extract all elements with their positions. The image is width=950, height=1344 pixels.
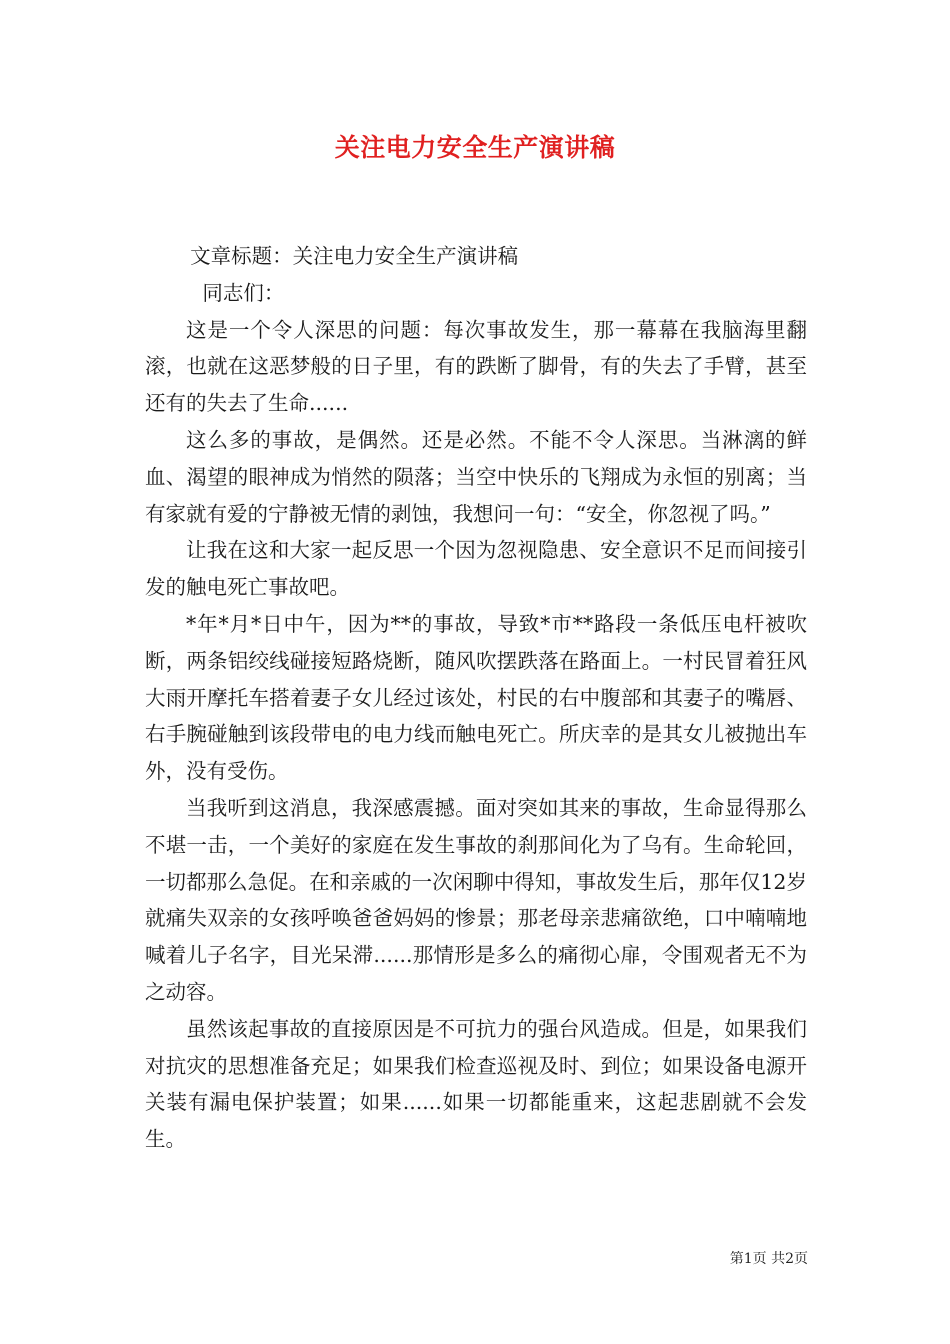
- article-title-line: 文章标题：关注电力安全生产演讲稿: [190, 244, 519, 268]
- paragraph-6: 虽然该起事故的直接原因是不可抗力的强台风造成。但是，如果我们对抗灾的思想准备充足；如果我们检查巡视及时、到位；如果设备电源开关装有漏电保护装置；如果......如果一切都能重来，这起悲剧就不会发生。: [145, 1016, 807, 1152]
- salutation: 同志们：: [202, 280, 285, 305]
- paragraph-1: 这是一个令人深思的问题：每次事故发生，那一幕幕在我脑海里翻滚，也就在这恶梦般的日子里，有的跌断了脚骨，有的失去了手臂，甚至还有的失去了生命......: [145, 317, 807, 416]
- paragraph-5: 当我听到这消息，我深感震撼。面对突如其来的事故，生命显得那么不堪一击，一个美好的家庭在发生事故的刹那间化为了乌有。生命轮回，一切都那么急促。在和亲戚的一次闲聊中得知，事故发生后，那年仅12岁就痛失双亲的女孩呼唤爸爸妈妈的惨景；那老母亲悲痛欲绝，口中喃喃地喊着儿子名字，目光呆滞......那情形是多么的痛彻心扉，令围观者无不为之动容。: [145, 795, 807, 1004]
- paragraph-3: 让我在这和大家一起反思一个因为忽视隐患、安全意识不足而间接引发的触电死亡事故吧。: [145, 538, 807, 600]
- paragraph-2: 这么多的事故，是偶然。还是必然。不能不令人深思。当淋漓的鲜血、渴望的眼神成为悄然的陨落；当空中快乐的飞翔成为永恒的别离；当有家就有爱的宁静被无情的剥蚀，我想问一句：“安全，你忽视了吗。”: [145, 427, 807, 526]
- page-number-footer: 第1页 共2页: [729, 1251, 808, 1267]
- document-body: [145, 238, 807, 1158]
- paragraph-4: *年*月*日中午，因为**的事故，导致*市**路段一条低压电杆被吹断，两条铝绞线碰接短路烧断，随风吹摆跌落在路面上。一村民冒着狂风大雨开摩托车搭着妻子女儿经过该处，村民的右中腹部和其妻子的嘴唇、右手腕碰触到该段带电的电力线而触电死亡。所庆幸的是其女儿被抛出车外，没有受伤。: [145, 611, 807, 784]
- document-title: 关注电力安全生产演讲稿: [334, 133, 616, 162]
